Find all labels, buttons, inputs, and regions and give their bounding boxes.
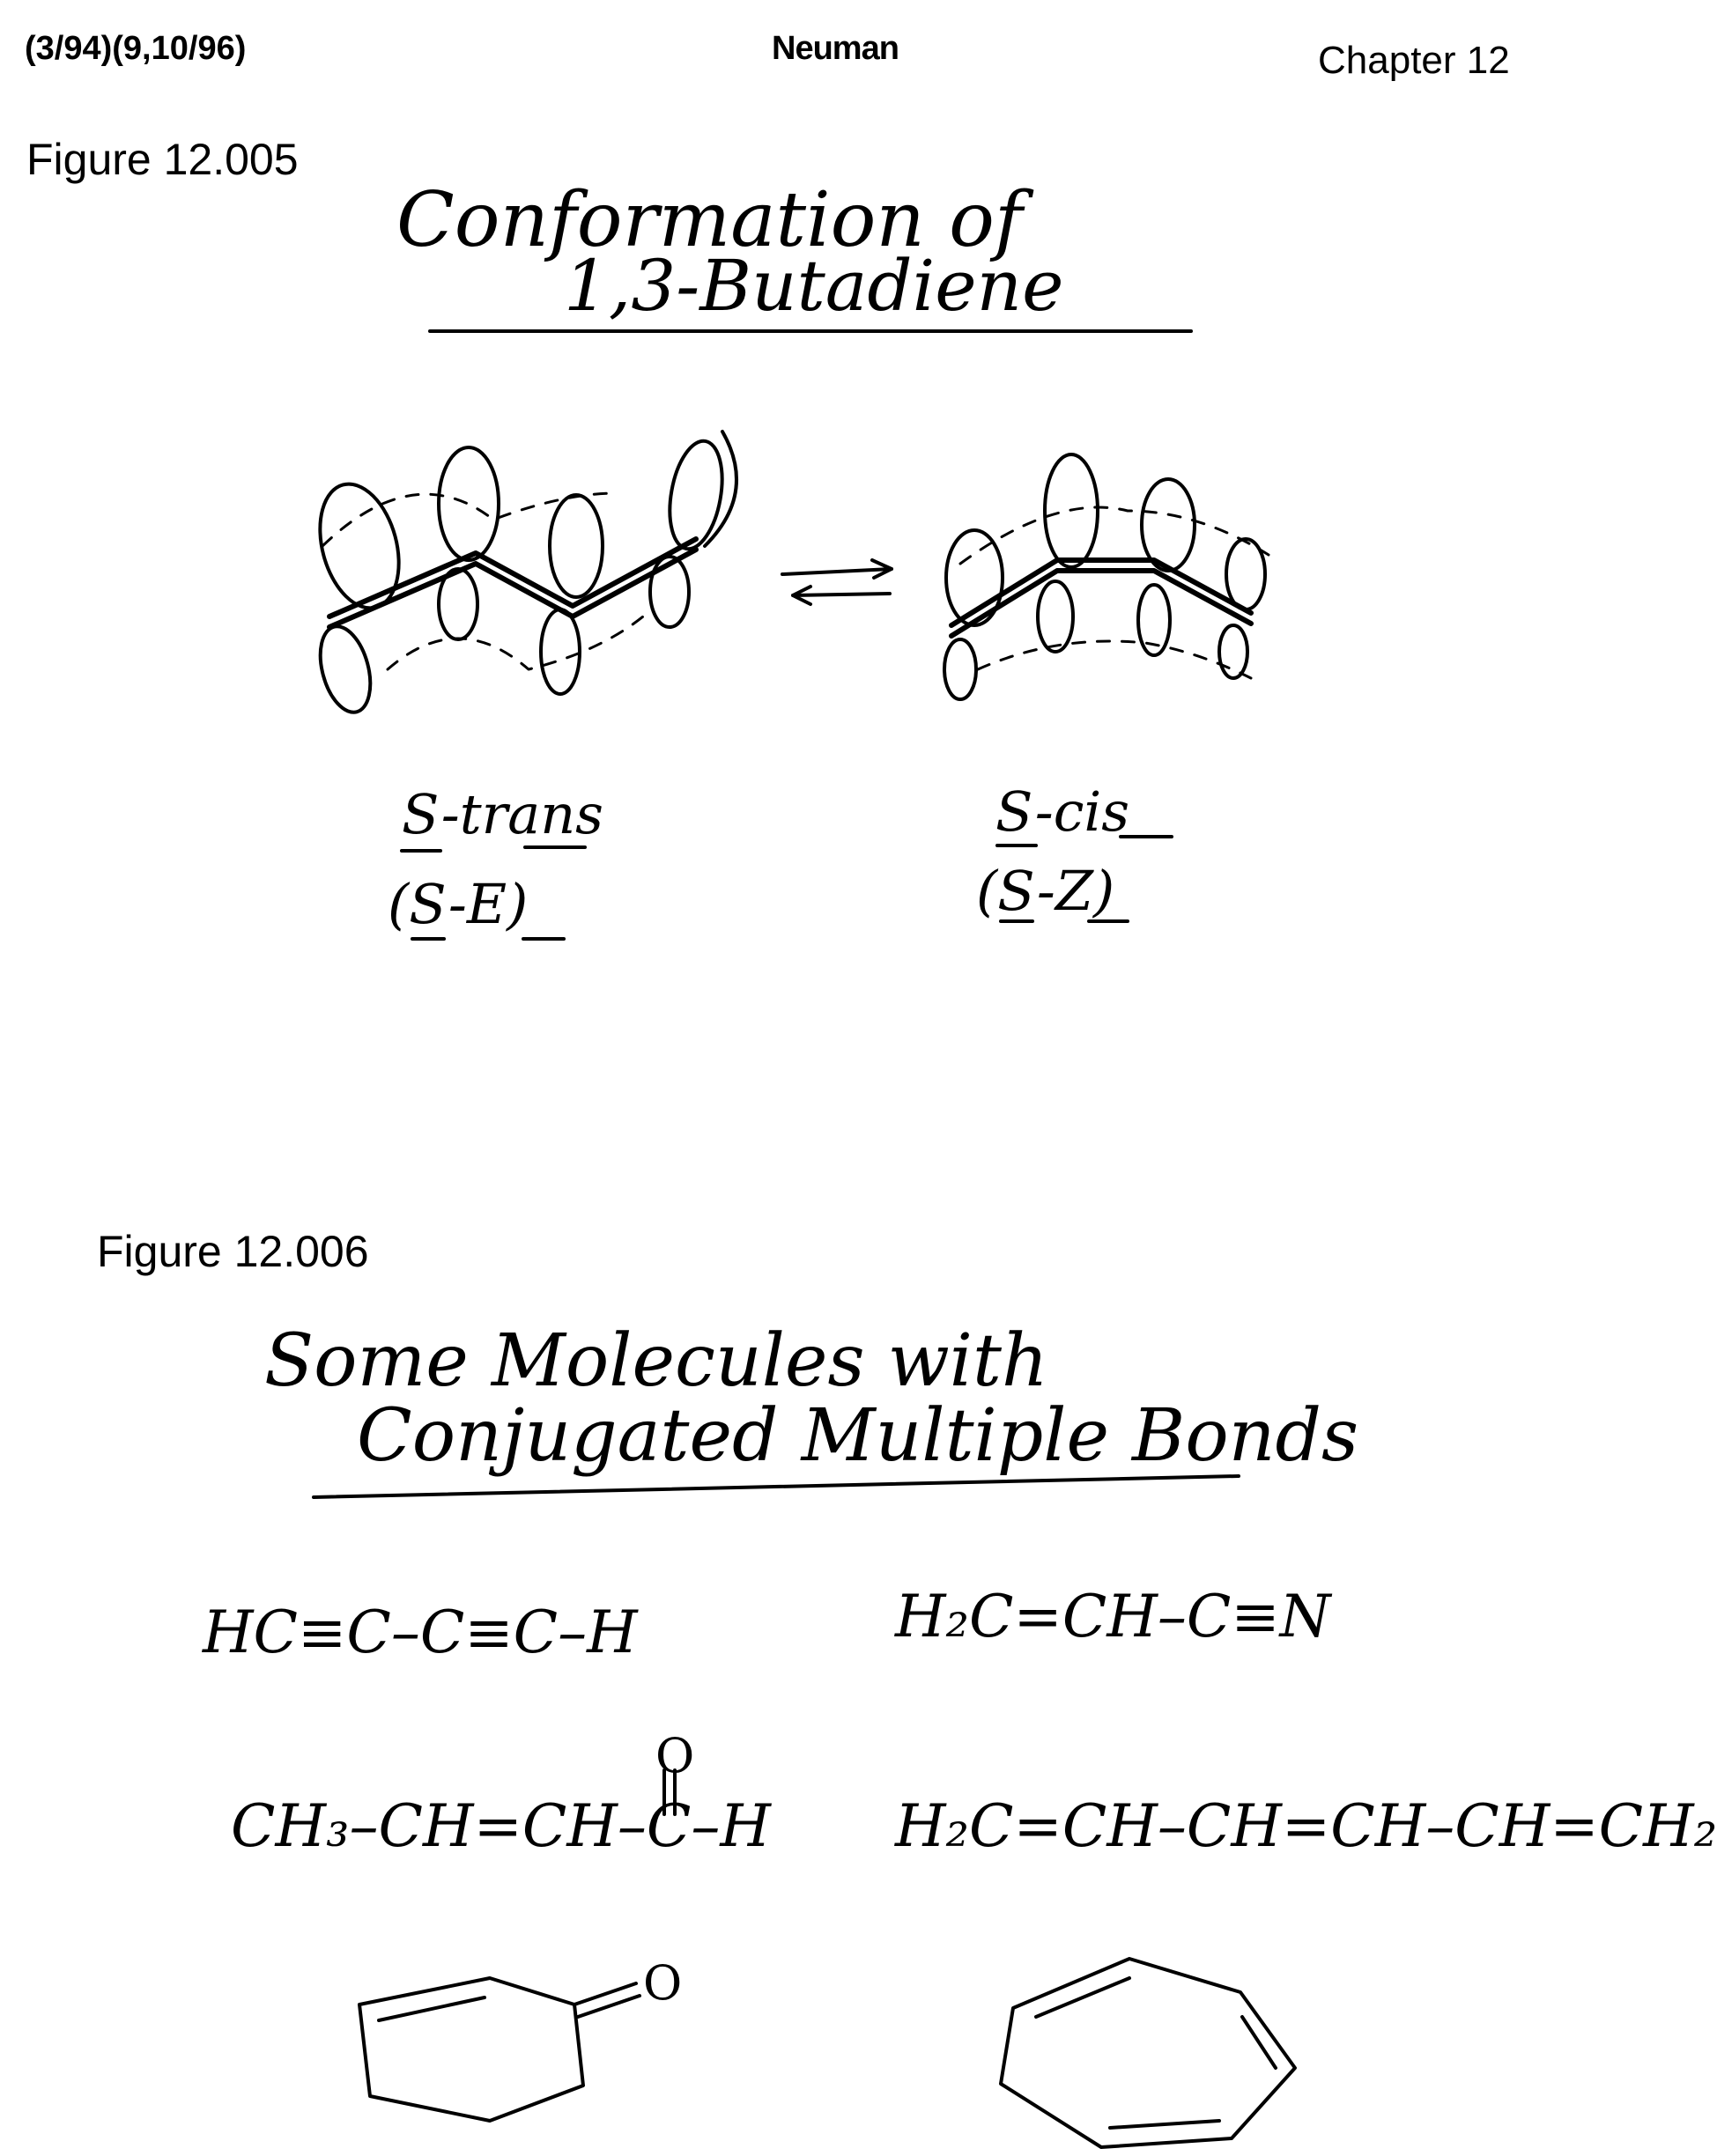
molecule-acrylonitrile: H₂C=CH–C≡N bbox=[895, 1583, 1331, 1650]
s-e-label: (S-E) bbox=[388, 872, 529, 936]
aldehyde-oxygen-label: O bbox=[655, 1728, 695, 1783]
p-orbital-lobe bbox=[650, 557, 689, 627]
p-orbital-lobe bbox=[541, 609, 580, 694]
molecule-hexatriene: H₂C=CH–CH=CH–CH=CH₂ bbox=[895, 1792, 1717, 1860]
p-orbital-lobe bbox=[439, 447, 499, 560]
s-trans-orbital-drawing bbox=[307, 432, 736, 718]
molecule-crotonaldehyde: CH₃–CH=CH–C–H bbox=[231, 1792, 771, 1860]
pi-overlap-dashes bbox=[960, 507, 1269, 564]
s-trans-label: S-trans bbox=[402, 782, 603, 846]
figure-12-005-label: Figure 12.005 bbox=[26, 135, 299, 184]
ring-double-bond bbox=[1110, 2121, 1219, 2128]
s-cis-orbital-drawing bbox=[944, 454, 1269, 699]
pi-overlap-dashes bbox=[978, 641, 1251, 678]
p-orbital-lobe bbox=[1038, 581, 1073, 652]
p-orbital-lobe bbox=[550, 495, 603, 597]
figure-2-title-line1: Some Molecules with bbox=[264, 1319, 1048, 1403]
figure-12-006-label: Figure 12.006 bbox=[97, 1227, 369, 1276]
ring-double-bond bbox=[379, 1997, 485, 2020]
aldehyde-carbonyl-bond bbox=[664, 1770, 675, 1814]
ring-double-bond bbox=[1242, 2017, 1276, 2068]
cycloheptatriene-ring bbox=[1001, 1959, 1295, 2147]
p-orbital-lobe bbox=[1219, 625, 1247, 678]
cyclohexenone-oxygen-label: O bbox=[643, 1955, 683, 2011]
cyclohexenone-ring bbox=[359, 1978, 640, 2121]
s-cis-label: S-cis bbox=[995, 779, 1130, 844]
figure-1-title-line1: Conformation of bbox=[396, 176, 1023, 264]
figure-1-title-line2: 1,3-Butadiene bbox=[564, 245, 1064, 327]
header-dates: (3/94)(9,10/96) bbox=[25, 30, 247, 67]
p-orbital-lobe bbox=[944, 639, 976, 699]
p-orbital-lobe bbox=[662, 437, 730, 553]
equilibrium-arrows bbox=[782, 560, 892, 604]
s-z-label: (S-Z) bbox=[976, 859, 1115, 923]
molecule-butadiyne: HC≡C–C≡C–H bbox=[203, 1599, 638, 1666]
pi-overlap-dashes bbox=[322, 493, 617, 546]
p-orbital-lobe bbox=[312, 621, 379, 718]
figure-2-title-underline bbox=[314, 1476, 1239, 1497]
figure-2-title-line2: Conjugated Multiple Bonds bbox=[357, 1394, 1359, 1478]
p-orbital-lobe bbox=[439, 569, 477, 639]
ring-double-bond bbox=[1036, 1978, 1129, 2017]
header-chapter: Chapter 12 bbox=[1318, 39, 1510, 82]
p-orbital-lobe bbox=[1142, 479, 1195, 571]
header-author: Neuman bbox=[772, 30, 899, 67]
pi-overlap-dashes bbox=[388, 617, 643, 669]
